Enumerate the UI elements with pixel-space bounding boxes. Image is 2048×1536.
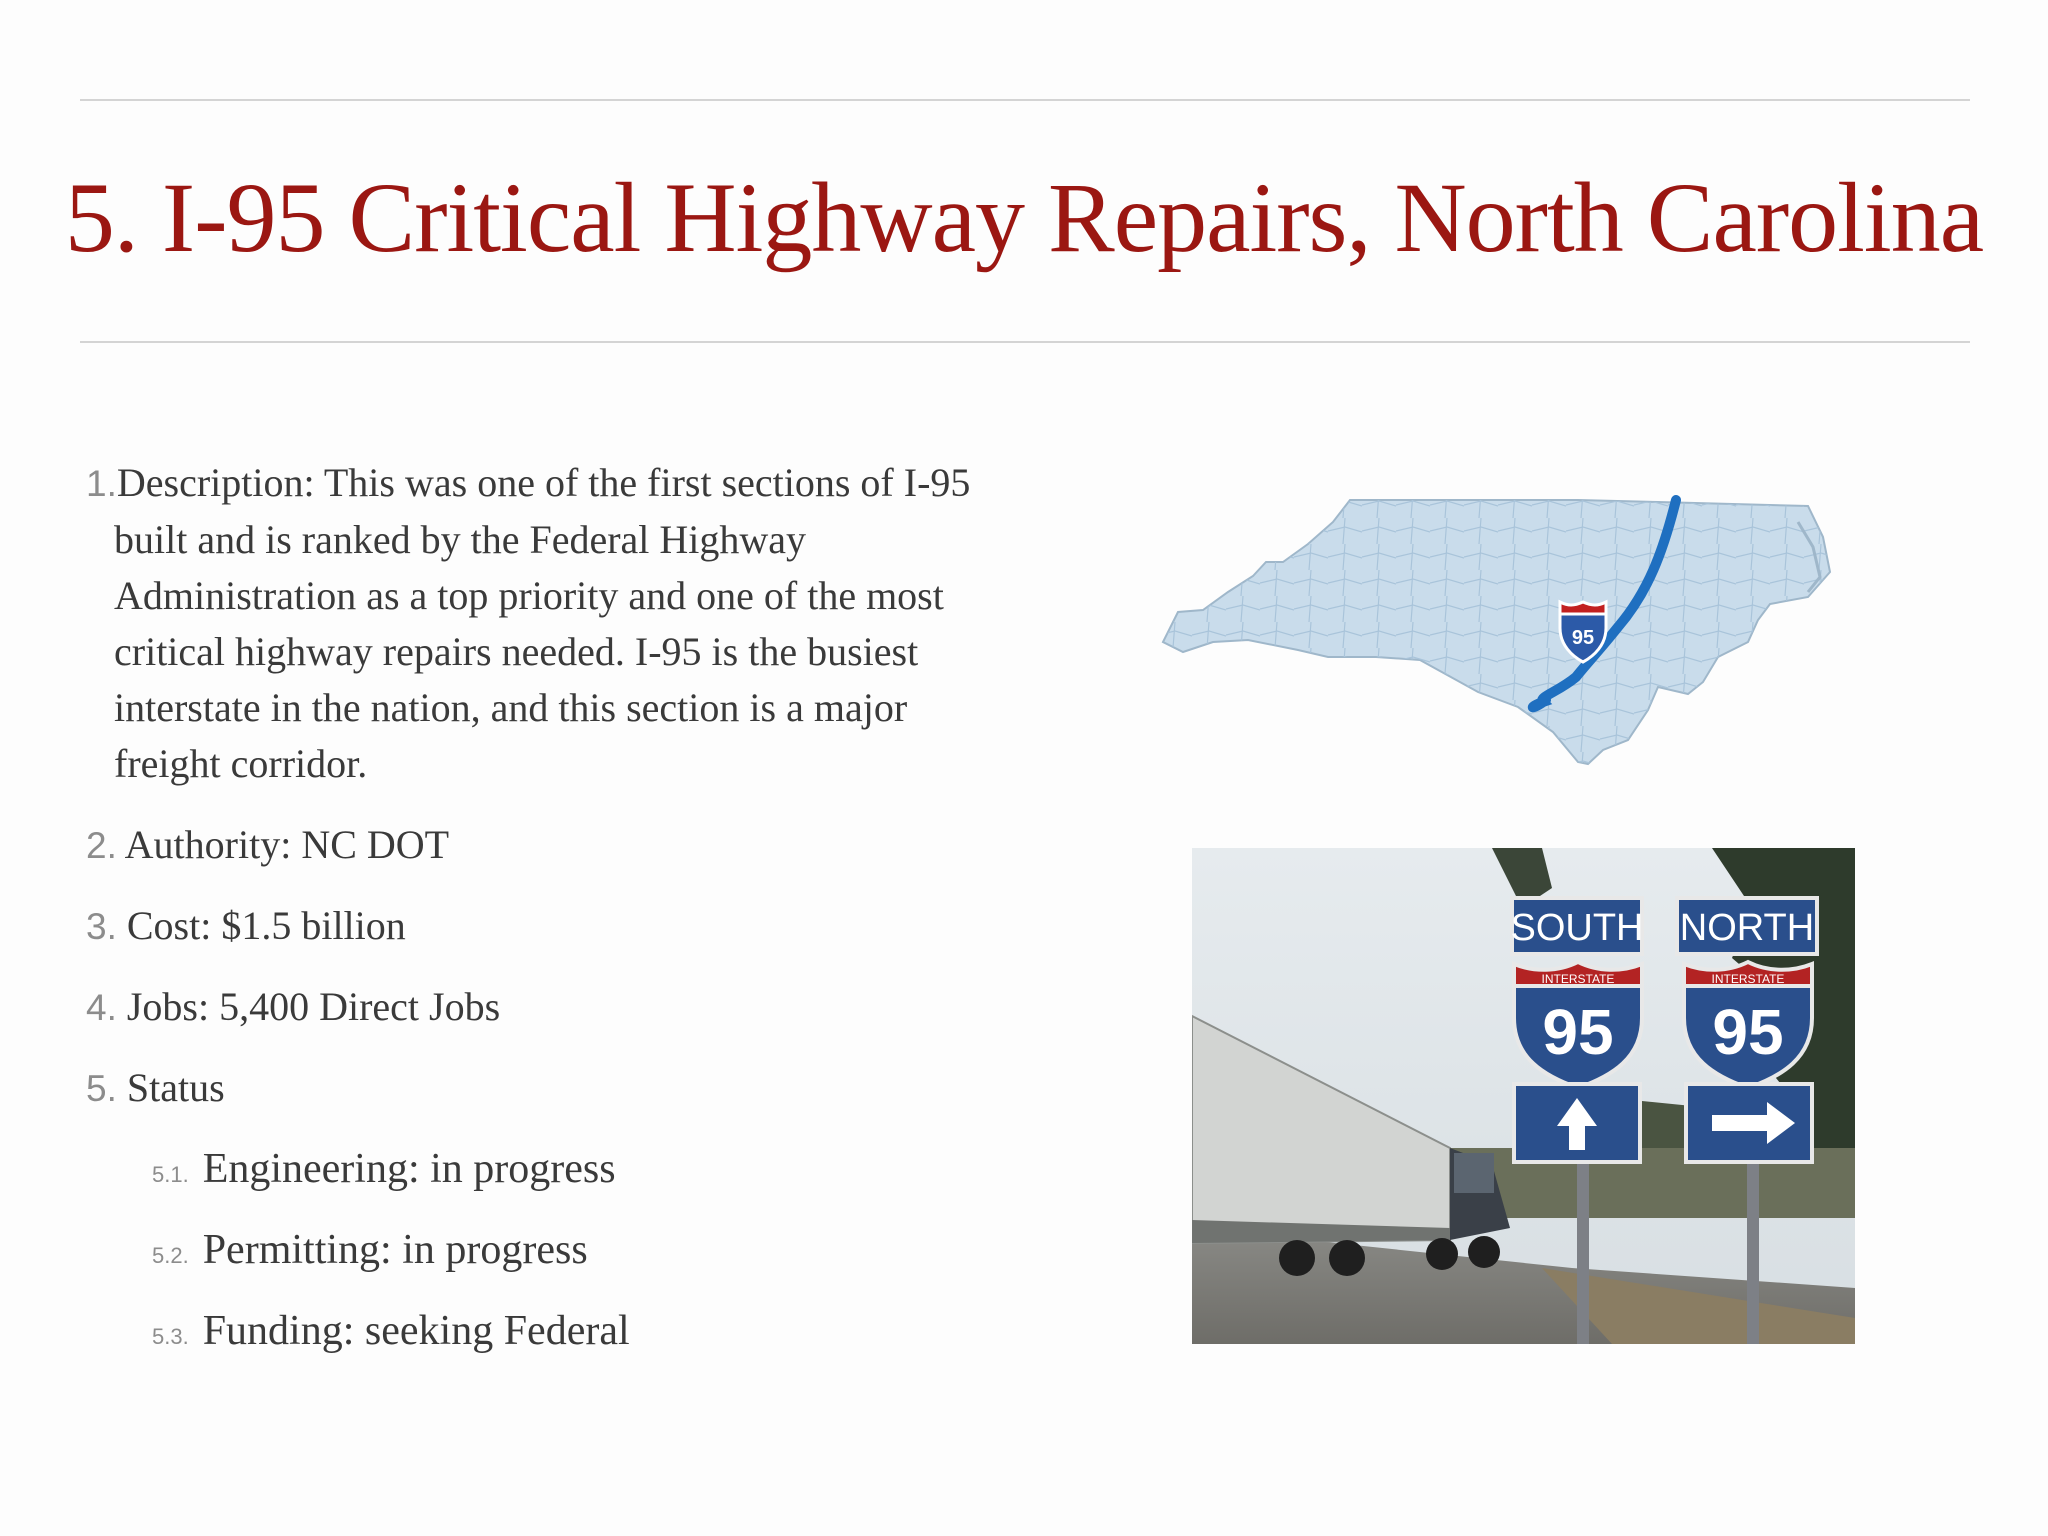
sign-direction-label: NORTH [1679,907,1815,949]
status-subitem-engineering [152,1141,986,1197]
north-carolina-map [1158,492,1848,772]
shield-number: 95 [1712,996,1784,1068]
list-item-description [86,455,986,792]
shield-band-label: INTERSTATE [1541,972,1615,986]
list-number: 4. [86,987,117,1028]
status-subitem-permitting [152,1222,986,1278]
description-text: Description: This was one of the first sections of I-95 built and is ranked by the Federal Highway Administration as a top priority and one of the most critical highway repairs needed. I-95 is the busiest interstate in the nation, and this section is a major freight corridor. [114,460,971,786]
sublist-number: 5.1. [152,1162,189,1187]
photo-graphic [1192,848,1855,1344]
authority-text: Authority: NC DOT [124,822,450,867]
list-number: 3. [86,906,117,947]
state-shape [1163,500,1830,764]
list-item-status [86,1060,986,1116]
subitem-text: Funding: seeking Federal [202,1308,630,1354]
title-underline-rule [80,341,1970,343]
i95-signs-photo [1192,848,1855,1344]
sublist-number: 5.3. [152,1324,189,1349]
list-number: 1. [86,463,117,504]
sublist-number: 5.2. [152,1243,189,1268]
nc-map-graphic [1158,492,1848,772]
cost-text: Cost: $1.5 billion [126,903,406,948]
list-item-jobs [86,979,986,1035]
jobs-text: Jobs: 5,400 Direct Jobs [126,984,501,1029]
list-number: 2. [86,825,117,866]
slide-title: 5. I-95 Critical Highway Repairs, North Carolina [64,162,1984,273]
list-item-authority [86,817,986,873]
status-text: Status [126,1065,225,1110]
sign-north [1677,898,1817,954]
sign-direction-label: SOUTH [1510,907,1644,949]
list-item-cost [86,898,986,954]
shield-band-label: INTERSTATE [1711,972,1785,986]
top-rule [80,99,1970,101]
shield-number: 95 [1542,996,1614,1068]
status-subitem-funding [152,1303,986,1359]
sign-south [1511,898,1644,954]
shield-number: 95 [1571,627,1595,649]
subitem-text: Permitting: in progress [202,1227,588,1273]
arrow-right-icon [1686,1084,1812,1162]
subitem-text: Engineering: in progress [202,1146,616,1192]
arrow-up-icon [1514,1084,1640,1162]
list-number: 5. [86,1068,117,1109]
slide-body-list [86,455,986,1359]
